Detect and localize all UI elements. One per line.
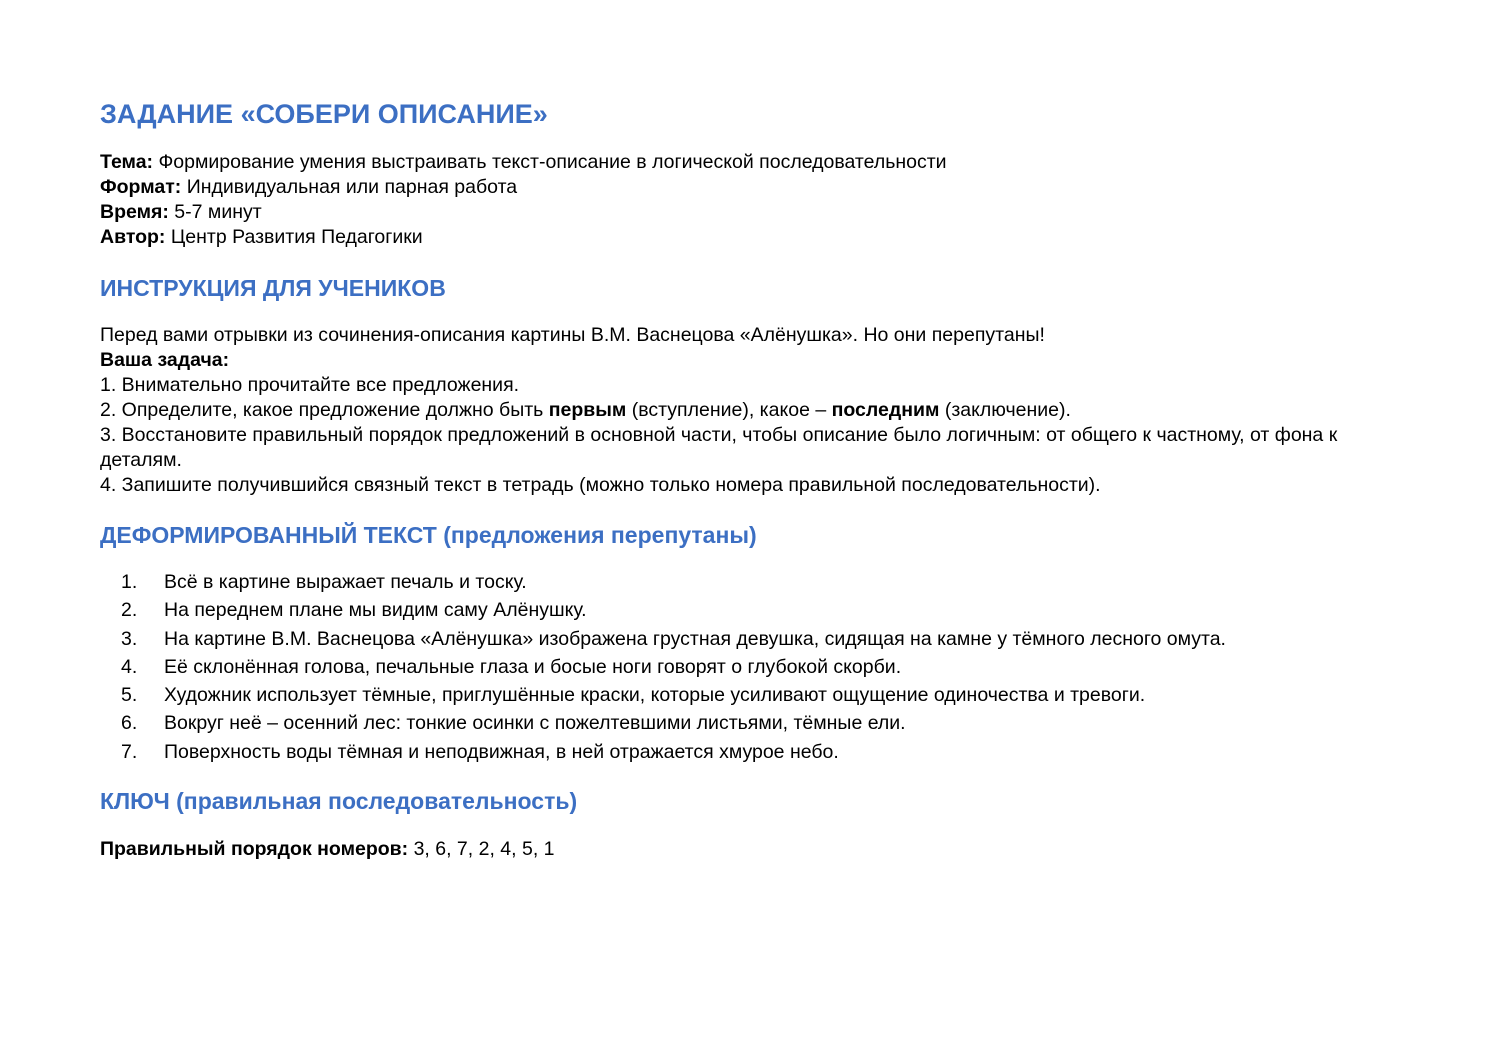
list-item: 6. Вокруг неё – осенний лес: тонкие осинки с пожелтевшими листьями, тёмные ели. [121, 712, 906, 735]
meta-format [100, 175, 1420, 200]
meta-format-label: Формат: [100, 176, 182, 198]
list-item: 3. На картине В.М. Васнецова «Алёнушка» изображена грустная девушка, сидящая на камне у тёмного лесного омута. [121, 627, 1226, 650]
deformed-heading: ДЕФОРМИРОВАННЫЙ ТЕКСТ (предложения перепутаны) [100, 522, 757, 548]
instruction-step-4: 4. Запишите получившийся связный текст в тетрадь (можно только номера правильной последовательности). [100, 474, 1101, 496]
meta-topic-label: Тема: [100, 151, 154, 173]
meta-topic [100, 150, 1420, 175]
task-label: Ваша задача: [100, 349, 230, 371]
key-answer [100, 837, 1420, 862]
meta-topic-value: Формирование умения выстраивать текст-описание в логической последовательности [153, 151, 947, 173]
meta-time-label: Время: [100, 201, 169, 223]
deformed-list [100, 568, 1226, 766]
instructions-intro: Перед вами отрывки из сочинения-описания картины В.М. Васнецова «Алёнушка». Но они перепутаны! [100, 324, 1045, 346]
instructions-heading: ИНСТРУКЦИЯ ДЛЯ УЧЕНИКОВ [100, 275, 446, 301]
instructions-block [100, 323, 1420, 498]
key-value: 3, 6, 7, 2, 4, 5, 1 [408, 838, 555, 860]
meta-author [100, 225, 1420, 250]
meta-author-label: Автор: [100, 226, 166, 248]
instruction-step-3: 3. Восстановите правильный порядок предложений в основной части, чтобы описание было логичным: от общего к частному, от фона к деталям. [100, 424, 1338, 471]
list-item: 4. Её склонённая голова, печальные глаза и босые ноги говорят о глубокой скорби. [121, 655, 902, 678]
key-heading: КЛЮЧ (правильная последовательность) [100, 788, 578, 814]
instruction-step-2: 2. Определите, какое предложение должно быть первым (вступление), какое – последним (заключение). [100, 399, 1071, 421]
meta-block [100, 150, 1420, 250]
first-keyword: первым [548, 399, 627, 421]
meta-format-value: Индивидуальная или парная работа [181, 176, 518, 198]
list-item: 2. На переднем плане мы видим саму Алёнушку. [121, 599, 587, 622]
list-item: 7. Поверхность воды тёмная и неподвижная, в ней отражается хмурое небо. [121, 740, 839, 763]
key-label: Правильный порядок номеров: [100, 838, 409, 860]
last-keyword: последним [831, 399, 940, 421]
instruction-step-1: 1. Внимательно прочитайте все предложения. [100, 374, 520, 396]
meta-time-value: 5-7 минут [168, 201, 262, 223]
list-item: 5. Художник использует тёмные, приглушённые краски, которые усиливают ощущение одиночества и тревоги. [121, 684, 1146, 707]
meta-time [100, 200, 1420, 225]
meta-author-value: Центр Развития Педагогики [165, 226, 423, 248]
list-item: 1. Всё в картине выражает печаль и тоску. [121, 571, 527, 593]
document-title: ЗАДАНИЕ «СОБЕРИ ОПИСАНИЕ» [100, 99, 548, 129]
